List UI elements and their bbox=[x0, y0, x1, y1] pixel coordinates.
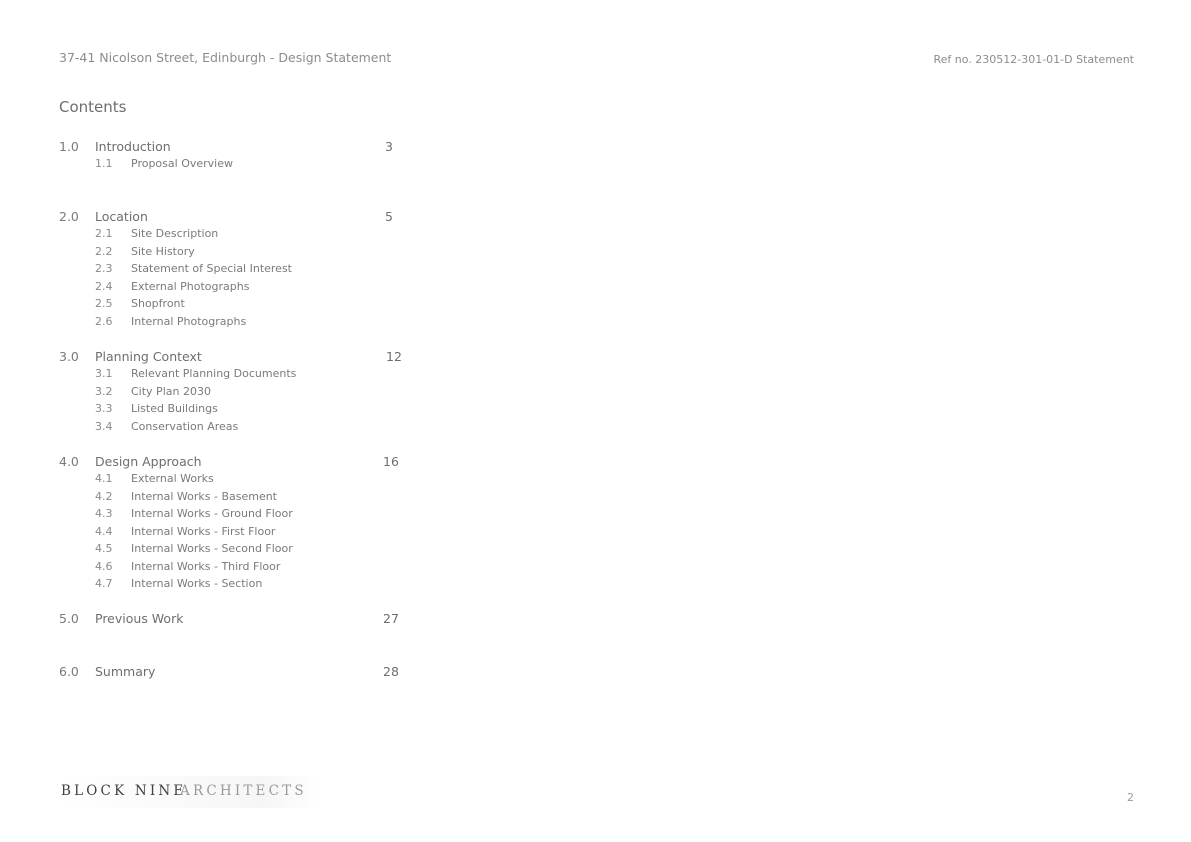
subsection-title: Internal Works - Second Floor bbox=[131, 542, 293, 555]
subsection-number: 4.5 bbox=[95, 542, 113, 555]
subsection-title: Internal Works - Ground Floor bbox=[131, 507, 293, 520]
subsection-title: Internal Works - Basement bbox=[131, 489, 277, 503]
subsection-title: Conservation Areas bbox=[131, 419, 239, 433]
section-title: Design Approach bbox=[95, 454, 202, 469]
subsection-number: 4.6 bbox=[95, 559, 113, 573]
subsection-number: 2.3 bbox=[95, 262, 113, 275]
section-number: 1.0 bbox=[59, 139, 79, 154]
section-page-number: 3 bbox=[385, 139, 393, 154]
subsection-title: External Photographs bbox=[131, 279, 250, 293]
subsection-number: 1.1 bbox=[95, 157, 113, 170]
contents-heading: Contents bbox=[59, 98, 127, 116]
subsection-number: 2.4 bbox=[95, 279, 113, 293]
subsection-title: Internal Works - Third Floor bbox=[131, 559, 281, 573]
subsection-title: City Plan 2030 bbox=[131, 384, 211, 398]
section-page-number: 28 bbox=[383, 664, 399, 679]
subsection-title: Listed Buildings bbox=[131, 402, 218, 415]
subsection-number: 3.1 bbox=[95, 367, 113, 380]
section-title: Planning Context bbox=[95, 349, 202, 364]
subsection-number: 3.4 bbox=[95, 419, 113, 433]
subsection-number: 2.1 bbox=[95, 227, 113, 240]
subsection-number: 3.2 bbox=[95, 384, 113, 398]
section-title: Previous Work bbox=[95, 611, 184, 626]
subsection-title: Site Description bbox=[131, 227, 219, 240]
subsection-number: 4.4 bbox=[95, 524, 113, 538]
subsection-title: Internal Works - First Floor bbox=[131, 524, 276, 538]
subsection-title: Internal Works - Section bbox=[131, 577, 263, 590]
section-number: 4.0 bbox=[59, 454, 79, 469]
section-title: Location bbox=[95, 209, 148, 224]
subsection-title: Statement of Special Interest bbox=[131, 262, 292, 275]
subsection-number: 2.5 bbox=[95, 297, 113, 310]
subsection-number: 4.7 bbox=[95, 577, 113, 590]
section-page-number: 12 bbox=[386, 349, 402, 364]
section-page-number: 27 bbox=[383, 611, 399, 626]
subsection-title: Shopfront bbox=[131, 297, 185, 310]
subsection-title: Proposal Overview bbox=[131, 157, 233, 170]
section-number: 6.0 bbox=[59, 664, 79, 679]
section-page-number: 5 bbox=[385, 209, 393, 224]
subsection-number: 2.6 bbox=[95, 314, 113, 328]
subsection-number: 4.1 bbox=[95, 472, 113, 485]
section-number: 2.0 bbox=[59, 209, 79, 224]
subsection-title: Site History bbox=[131, 244, 195, 258]
section-number: 3.0 bbox=[59, 349, 79, 364]
subsection-number: 3.3 bbox=[95, 402, 113, 415]
section-number: 5.0 bbox=[59, 611, 79, 626]
document-title: 37-41 Nicolson Street, Edinburgh - Design Statement bbox=[59, 50, 392, 65]
section-page-number: 16 bbox=[383, 454, 399, 469]
subsection-number: 4.2 bbox=[95, 489, 113, 503]
section-title: Introduction bbox=[95, 139, 171, 154]
subsection-number: 2.2 bbox=[95, 244, 113, 258]
reference-number: Ref no. 230512-301-01-D Statement bbox=[933, 53, 1134, 66]
page-number: 2 bbox=[1127, 791, 1134, 804]
logo-word-block-nine: BLOCK NINE bbox=[61, 783, 187, 799]
subsection-title: Relevant Planning Documents bbox=[131, 367, 297, 380]
section-title: Summary bbox=[95, 664, 156, 679]
subsection-title: External Works bbox=[131, 472, 214, 485]
subsection-number: 4.3 bbox=[95, 507, 113, 520]
block-nine-architects-logo bbox=[55, 776, 320, 808]
subsection-title: Internal Photographs bbox=[131, 314, 247, 328]
logo-word-architects: ARCHITECTS bbox=[180, 783, 307, 799]
